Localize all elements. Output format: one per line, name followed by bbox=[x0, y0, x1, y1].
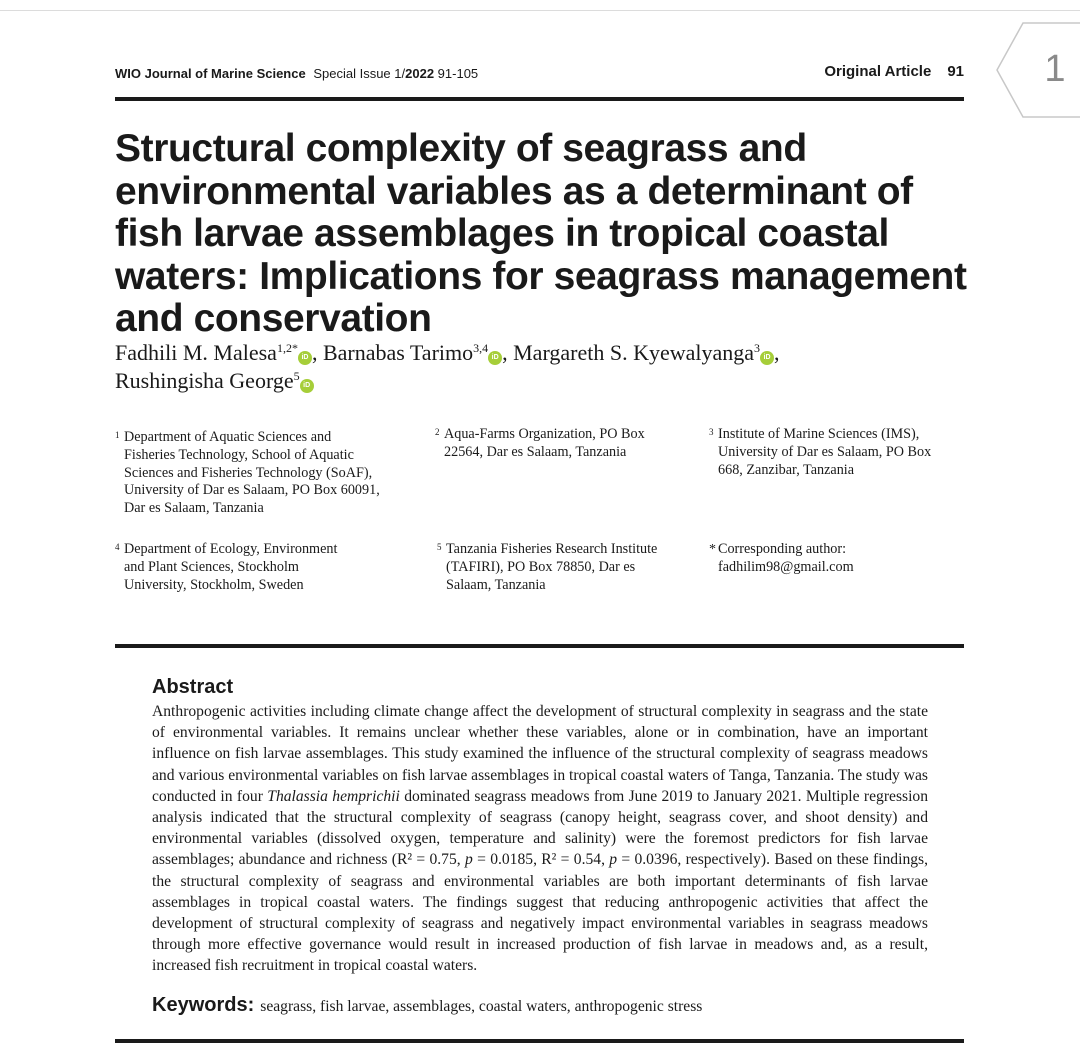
issue-year: 2022 bbox=[405, 66, 435, 81]
affiliation-number: 2 bbox=[435, 427, 440, 437]
author-affil-sup: 3 bbox=[754, 341, 761, 355]
tab-number: 1 bbox=[1044, 48, 1066, 90]
author-list: Fadhili M. Malesa$^{1,2*}$iD , Barnabas Tarimo$^{3,4}$iD , Margareth S. Kyewalyanga$^3$iD , Rushingisha George$^5$iD bbox=[115, 340, 780, 393]
affiliation-text: Department of Aquatic Sciences and Fisheries Technology, School of Aquatic Sciences and Fisheries Technology (SoAF), University of Dar es Salaam, PO Box 60091, Dar es Salaam, Tanzania bbox=[124, 429, 380, 517]
keywords-label: Keywords: bbox=[152, 994, 255, 1016]
affiliations-rule bbox=[115, 644, 964, 648]
p-value-symbol: p bbox=[609, 851, 618, 869]
author-name: Rushingisha George bbox=[115, 368, 294, 393]
affiliation-number: 4 bbox=[115, 542, 120, 552]
affiliation bbox=[709, 426, 949, 479]
author-name: Margareth S. Kyewalyanga bbox=[513, 340, 755, 365]
affiliation-number: * bbox=[709, 542, 716, 557]
journal-citation bbox=[115, 66, 478, 81]
abstract-text: dominated seagrass meadows from June 2019 to January 2021. Multiple regression analysis indicated that the structural complexity of seagrass (canopy height, seagrass cover, and shoot density) and environmental variables (dissolved oxygen, temperature and salinity) were the foremost predictors for fish larvae assemblages; abundance and richness (R² = 0.75, bbox=[152, 787, 929, 869]
running-header bbox=[115, 62, 964, 86]
affiliation-text: Aqua-Farms Organization, PO Box 22564, Dar es Salaam, Tanzania bbox=[444, 426, 645, 460]
author-name: Fadhili M. Malesa bbox=[115, 340, 277, 365]
author-affil-sup: 1,2* bbox=[276, 341, 298, 355]
author-affil-sup: 5 bbox=[293, 369, 300, 383]
orcid-icon[interactable]: iD bbox=[298, 351, 312, 365]
affiliation-text: Corresponding author: fadhilim98@gmail.com bbox=[718, 541, 854, 575]
keywords-text: seagrass, fish larvae, assemblages, coastal waters, anthropogenic stress bbox=[260, 998, 703, 1015]
article-info bbox=[824, 63, 964, 80]
article-type: Original Article bbox=[824, 63, 932, 80]
affiliation-text: Tanzania Fisheries Research Institute (TAFIRI), PO Box 78850, Dar es Salaam, Tanzania bbox=[446, 541, 658, 593]
affiliation bbox=[437, 541, 667, 594]
p-value-symbol: p bbox=[464, 851, 473, 869]
affiliation-number: 1 bbox=[115, 430, 120, 440]
abstract-text: = 0.0185, R² = 0.54, bbox=[472, 851, 610, 869]
affiliation-text: Department of Ecology, Environment and Plant Sciences, Stockholm University, Stockholm, Sweden bbox=[124, 541, 338, 593]
footer-rule bbox=[115, 1039, 964, 1043]
header-rule bbox=[115, 97, 964, 101]
author-name: Barnabas Tarimo bbox=[322, 340, 474, 365]
page-number-tab bbox=[995, 22, 1080, 118]
page-range: 91-105 bbox=[437, 66, 479, 81]
issue-label: Special Issue 1/ bbox=[313, 66, 406, 81]
species-name: Thalassia hemprichii bbox=[267, 787, 400, 805]
affiliation-number: 5 bbox=[437, 542, 442, 552]
affiliation bbox=[709, 541, 889, 577]
keywords bbox=[152, 994, 702, 1017]
affiliation-number: 3 bbox=[709, 427, 714, 437]
affiliation bbox=[115, 541, 355, 594]
page-number: 91 bbox=[947, 63, 964, 80]
abstract-body bbox=[152, 701, 928, 977]
orcid-icon[interactable]: iD bbox=[488, 351, 502, 365]
affiliation-text: Institute of Marine Sciences (IMS), University of Dar es Salaam, PO Box 668, Zanzibar, Tanzania bbox=[718, 426, 932, 478]
abstract-text: = 0.0396, respectively). Based on these findings, the structural complexity of seagrass and environmental variables are both important determinants of fish larvae assemblages in tropical coastal waters. The findings suggest that reducing anthropogenic activities that affect the development of structural complexity of seagrass and negatively impact environmental variables in seagrass meadows through more effective governance would result in increased production of fish larvae in meadows and, as a result, increased fish recruitment in tropical coastal waters. bbox=[152, 851, 928, 975]
affiliation bbox=[115, 429, 385, 518]
author-affil-sup: 3,4 bbox=[473, 341, 489, 355]
top-border bbox=[0, 10, 1080, 11]
article-title: Structural complexity of seagrass and environmental variables as a determinant of fish larvae assemblages in tropical coastal waters: Implications for seagrass management and conservation bbox=[115, 127, 967, 340]
journal-name: WIO Journal of Marine Science bbox=[115, 66, 306, 81]
abstract-text: Anthropogenic activities including climate change affect the development of structural complexity in seagrass and the state of environmental variables. It remains unclear whether these variables, alone or in combination, have an important influence on fish larvae assemblages. This study examined the influence of the structural complexity of seagrass meadows and various environmental variables on fish larvae assemblages in tropical coastal waters of Tanga, Tanzania. The study was conducted in four bbox=[152, 703, 928, 805]
affiliation bbox=[435, 426, 650, 462]
orcid-icon[interactable]: iD bbox=[760, 351, 774, 365]
abstract-heading: Abstract bbox=[152, 676, 234, 698]
orcid-icon[interactable]: iD bbox=[300, 379, 314, 393]
